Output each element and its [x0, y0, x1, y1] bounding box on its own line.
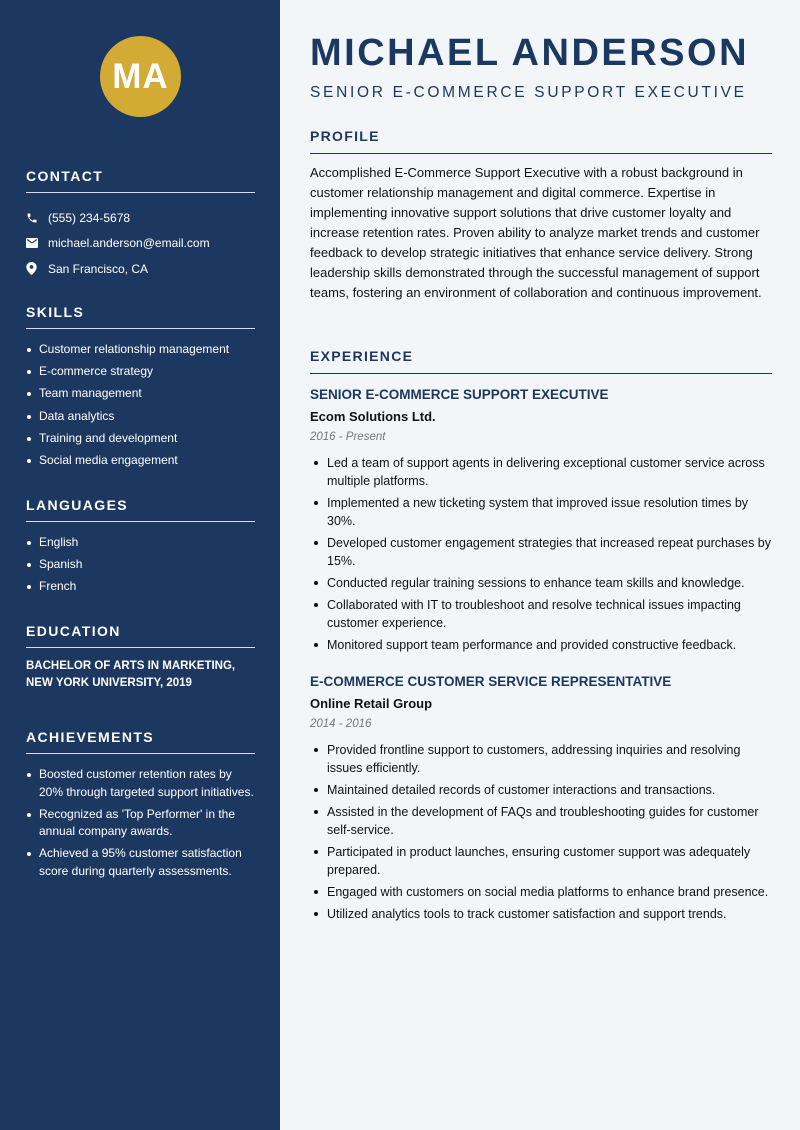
- profile-section: [310, 128, 772, 303]
- achievement-item: Recognized as 'Top Performer' in the annual company awards.: [26, 806, 255, 841]
- education-section: [26, 623, 255, 692]
- candidate-name: MICHAEL ANDERSON: [310, 32, 750, 74]
- experience-section: [310, 348, 772, 374]
- job-bullet: Conducted regular training sessions to enhance team skills and knowledge.: [310, 574, 772, 592]
- skill-item: Team management: [26, 385, 255, 403]
- contact-email-text: michael.anderson@email.com: [48, 236, 210, 251]
- job-bullet: Engaged with customers on social media platforms to enhance brand presence.: [310, 883, 772, 901]
- job-entry: [310, 673, 772, 927]
- job-dates: 2016 - Present: [310, 431, 386, 443]
- achievements-list: [26, 766, 255, 880]
- phone-icon: [26, 212, 48, 224]
- job-bullet: Utilized analytics tools to track customer satisfaction and support trends.: [310, 905, 772, 923]
- email-icon: [26, 238, 48, 248]
- contact-list: [26, 205, 255, 282]
- job-bullet: Provided frontline support to customers, addressing inquiries and resolving issues efficiently.: [310, 741, 772, 777]
- languages-list: [26, 534, 255, 596]
- candidate-title: SENIOR E-COMMERCE SUPPORT EXECUTIVE: [310, 84, 747, 101]
- language-item: Spanish: [26, 556, 255, 574]
- achievements-heading: ACHIEVEMENTS: [26, 729, 255, 754]
- job-title: E-COMMERCE CUSTOMER SERVICE REPRESENTATIVE: [310, 674, 672, 689]
- experience-heading: EXPERIENCE: [310, 348, 772, 374]
- job-bullets: [310, 741, 772, 923]
- job-title: SENIOR E-COMMERCE SUPPORT EXECUTIVE: [310, 387, 609, 402]
- skills-section: [26, 304, 255, 474]
- contact-item-email: [26, 231, 255, 257]
- achievement-item: Achieved a 95% customer satisfaction score during quarterly assessments.: [26, 845, 255, 880]
- contact-item-location: [26, 256, 255, 282]
- contact-phone-text: (555) 234-5678: [48, 210, 131, 225]
- contact-location-text: San Francisco, CA: [48, 261, 149, 276]
- sidebar: [0, 0, 280, 1130]
- profile-text: Accomplished E-Commerce Support Executive with a robust background in customer relationship management and digital commerce. Expertise in implementing innovative support solutions that drive customer loyalty and increase retention rates. Proven ability to analyze market trends and customer feedback to develop strategic initiatives that enhance service delivery. Strong leadership skills demonstrated through the successful management of support teams, fostering an environment of collaboration and continuous improvement.: [310, 165, 762, 300]
- contact-section: [26, 168, 255, 282]
- job-bullet: Collaborated with IT to troubleshoot and resolve technical issues impacting customer experience.: [310, 596, 772, 632]
- achievement-item: Boosted customer retention rates by 20% through targeted support initiatives.: [26, 766, 255, 801]
- education-heading: EDUCATION: [26, 623, 255, 648]
- language-item: French: [26, 578, 255, 596]
- job-bullet: Maintained detailed records of customer interactions and transactions.: [310, 781, 772, 799]
- job-bullet: Developed customer engagement strategies that increased repeat purchases by 15%.: [310, 534, 772, 570]
- skill-item: Customer relationship management: [26, 341, 255, 359]
- avatar: MA: [100, 36, 181, 117]
- skill-item: Training and development: [26, 430, 255, 448]
- skills-list: [26, 341, 255, 469]
- contact-item-phone: [26, 205, 255, 231]
- language-item: English: [26, 534, 255, 552]
- job-company: Ecom Solutions Ltd.: [310, 409, 436, 424]
- skill-item: Data analytics: [26, 408, 255, 426]
- job-bullet: Monitored support team performance and provided constructive feedback.: [310, 636, 772, 654]
- job-bullet: Participated in product launches, ensuring customer support was adequately prepared.: [310, 843, 772, 879]
- achievements-section: [26, 729, 255, 885]
- job-entry: [310, 386, 772, 658]
- skills-heading: SKILLS: [26, 304, 255, 329]
- location-icon: [26, 262, 48, 275]
- job-bullet: Implemented a new ticketing system that improved issue resolution times by 30%.: [310, 494, 772, 530]
- job-bullet: Led a team of support agents in delivering exceptional customer service across multiple platforms.: [310, 454, 772, 490]
- languages-heading: LANGUAGES: [26, 497, 255, 522]
- languages-section: [26, 497, 255, 601]
- education-text: BACHELOR OF ARTS IN MARKETING, NEW YORK UNIVERSITY, 2019: [26, 660, 236, 689]
- skill-item: E-commerce strategy: [26, 363, 255, 381]
- job-company: Online Retail Group: [310, 696, 433, 711]
- job-bullet: Assisted in the development of FAQs and troubleshooting guides for customer self-service.: [310, 803, 772, 839]
- profile-heading: PROFILE: [310, 128, 772, 154]
- contact-heading: CONTACT: [26, 168, 255, 193]
- job-bullets: [310, 454, 772, 654]
- job-dates: 2014 - 2016: [310, 718, 372, 730]
- skill-item: Social media engagement: [26, 452, 255, 470]
